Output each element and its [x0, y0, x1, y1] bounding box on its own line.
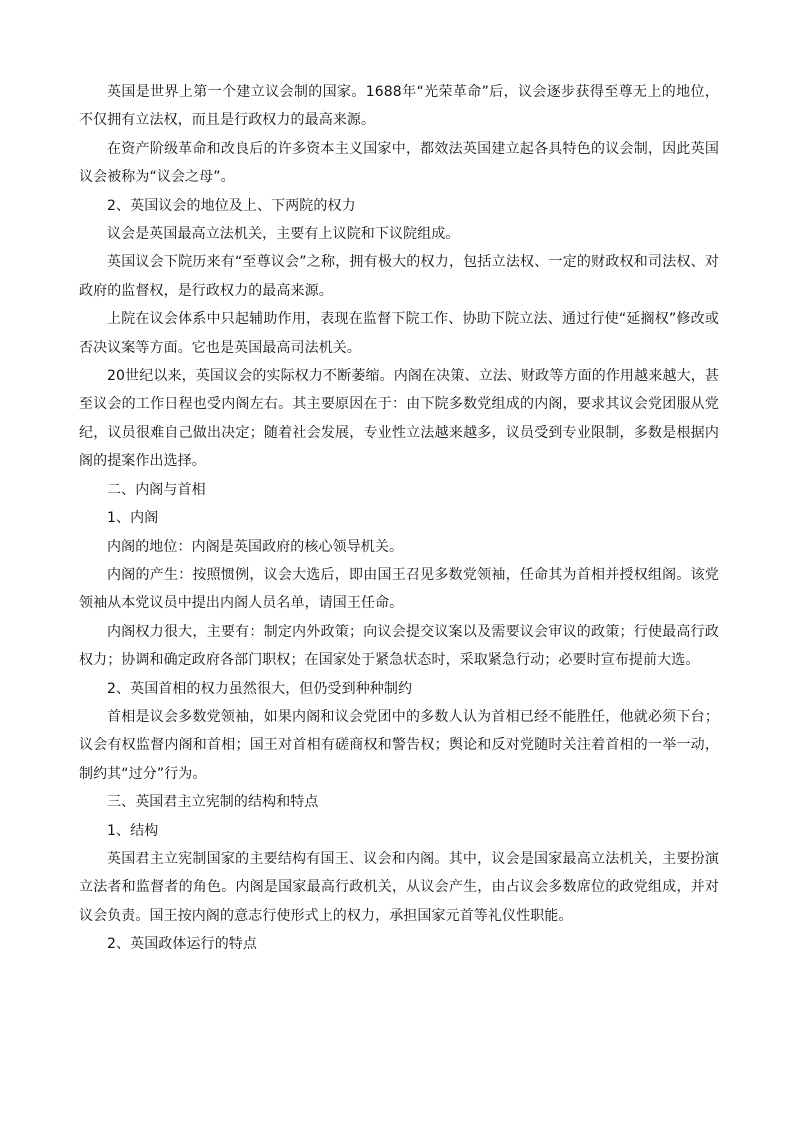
- paragraph-cabinet-status: 内阁的地位：内阁是英国政府的核心领导机关。: [107, 538, 404, 555]
- paragraph-parliament-decline: 20世纪以来，英国议会的实际权力不断萎缩。内阁在决策、立法、财政等方面的作用越来越大，甚至议会的工作日程也受内阁左右。其主要原因在于：由下院多数党组成的内阁，要求其议会党团服从党纪，议员很难自己做出决定；随着社会发展，专业性立法越来越多，议员受到专业限制，多数是根据内阁的提案作出选择。: [79, 368, 719, 470]
- paragraph-mother-of-parliaments: 在资产阶级革命和改良后的许多资本主义国家中，都效法英国建立起各具特色的议会制，因此英国议会被称为“议会之母”。: [79, 140, 719, 186]
- paragraph-parliament-origin: 英国是世界上第一个建立议会制的国家。1688年“光荣革命”后，议会逐步获得至尊无上的地位，不仅拥有立法权，而且是行政权力的最高来源。: [79, 84, 719, 129]
- paragraph-upper-house: 上院在议会体系中只起辅助作用，表现在监督下院工作、协助下院立法、通过行使“延搁权”修改或否决议案等方面。它也是英国最高司法机关。: [79, 311, 719, 356]
- paragraph-cabinet-formation: 内阁的产生：按照惯例，议会大选后，即由国王召见多数党领袖，任命其为首相并授权组阁。该党领袖从本党议员中提出内阁人员名单，请国王任命。: [79, 566, 719, 612]
- subsection-heading-structure: 1、结构: [107, 822, 159, 839]
- section-heading-cabinet-pm: 二、内阁与首相: [107, 481, 206, 498]
- subsection-heading-pm-limits: 2、英国首相的权力虽然很大，但仍受到种种制约: [107, 680, 413, 697]
- paragraph-pm-limits: 首相是议会多数党领袖，如果内阁和议会党团中的多数人认为首相已经不能胜任，他就必须下台；议会有权监督内阁和首相；国王对首相有磋商权和警告权；舆论和反对党随时关注着首相的一举一动，制约其“过分”行为。: [79, 708, 719, 782]
- paragraph-legislature: 议会是英国最高立法机关，主要有上议院和下议院组成。: [107, 226, 460, 243]
- paragraph-cabinet-powers: 内阁权力很大，主要有：制定内外政策；向议会提交议案以及需要议会审议的政策；行使最高行政权力；协调和确定政府各部门职权；在国家处于紧急状态时，采取紧急行动；必要时宣布提前大选。: [79, 623, 719, 669]
- subsection-heading-cabinet: 1、内阁: [107, 510, 159, 527]
- section-heading-constitutional-monarchy: 三、英国君主立宪制的结构和特点: [107, 794, 319, 811]
- section-heading-parliament-status: 2、英国议会的地位及上、下两院的权力: [107, 197, 356, 214]
- paragraph-structure: 英国君主立宪制国家的主要结构有国王、议会和内阁。其中，议会是国家最高立法机关，主要扮演立法者和监督者的角色。内阁是国家最高行政机关，从议会产生，由占议会多数席位的政党组成，并对议会负责。国王按内阁的意志行使形式上的权力，承担国家元首等礼仪性职能。: [79, 850, 719, 924]
- subsection-heading-features: 2、英国政体运行的特点: [107, 936, 258, 953]
- paragraph-lower-house: 英国议会下院历来有“至尊议会”之称，拥有极大的权力，包括立法权、一定的财政权和司法权、对政府的监督权，是行政权力的最高来源。: [79, 254, 719, 299]
